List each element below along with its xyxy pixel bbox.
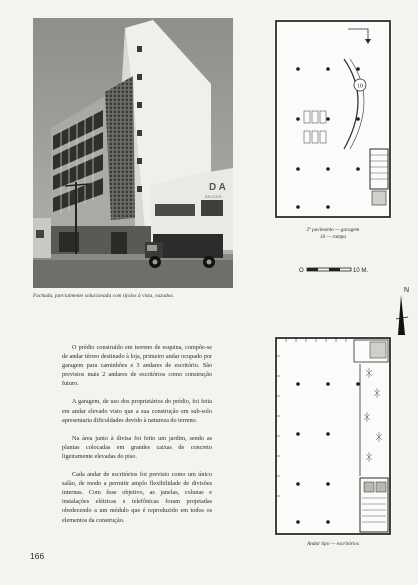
garage-plan-caption-line1: 2º pavimento — garagem — [306, 227, 360, 233]
scale-zero: O — [299, 268, 304, 274]
facade-illustration — [33, 18, 233, 288]
facade-photo — [33, 18, 233, 288]
article-body — [62, 343, 212, 534]
garage-plan-caption — [274, 227, 392, 241]
page-number: 166 — [30, 551, 45, 561]
north-label: N — [404, 287, 410, 294]
sign-text: D A — [209, 182, 226, 193]
scale-ten: 10 M. — [353, 268, 369, 274]
garage-plan-caption-line2: 10 — rampa — [320, 234, 346, 240]
office-plan-caption: Andar tipo — escritórios — [307, 541, 359, 547]
garage-floor-plan — [274, 19, 392, 219]
sign-subtext: BEUCER — [205, 194, 222, 199]
paragraph-1: O prédio construído em terreno de esquina, compõe-se de andar térreo destinado à loja, primeiro andar ocupado por garagem para caminhões e 3 andares de escritório. São previstos mais 2 andares de escritórios como construção futuro. — [62, 344, 212, 388]
photo-caption: Fachada, parcialmente solucionada com tijolos à vista, vazados. — [33, 293, 174, 299]
paragraph-2: A garagem, de uso dos proprietários do prédio, foi feita em andar elevado visto que a sua construção em sub-solo apresentaria dificuldades devido à natureza do terreno. — [62, 398, 212, 424]
paragraph-4: Cada andar de escritórios foi previsto como um único salão, de modo a permitir amplo flexibilidade de divisões internas. Com êsse objetivo, as janelas, colunas e instalações elétricas e telefônicas foram projetadas obedecendo a um módulo que é reproduzido em todos os elementos da construção. — [62, 471, 212, 524]
scale-bar — [297, 263, 377, 277]
north-arrow — [388, 283, 412, 341]
ramp-marker: 10 — [357, 83, 363, 90]
office-floor-plan — [274, 336, 392, 536]
paragraph-3: Na área junto à divisa foi feito um jardim, sendo as plantas colocadas em grandes caixas de concreto ligeiramente elevadas do piso. — [62, 434, 212, 460]
